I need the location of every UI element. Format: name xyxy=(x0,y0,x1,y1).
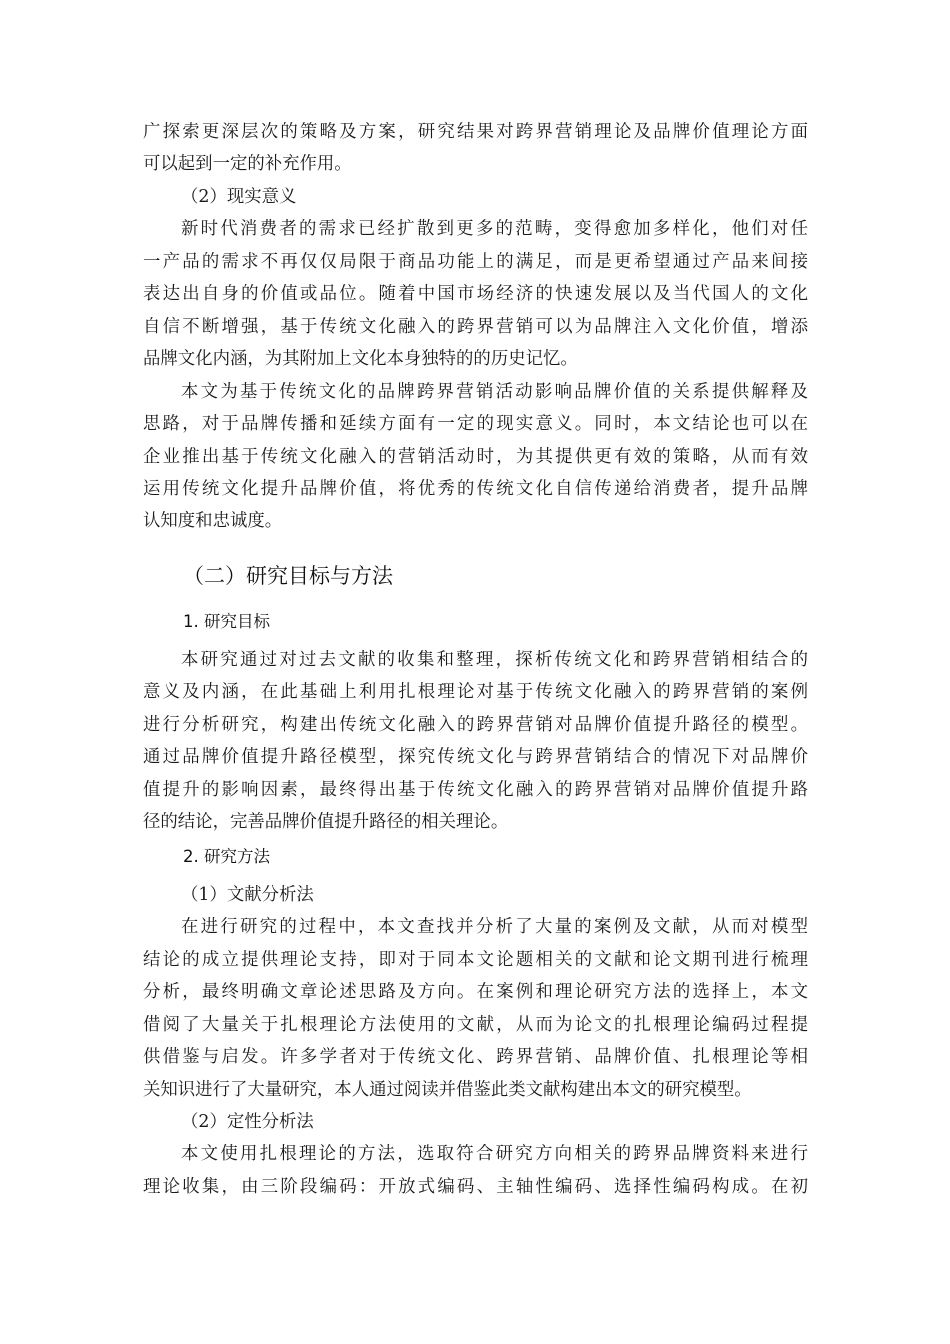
text-line: 企业推出基于传统文化融入的营销活动时，为其提供更有效的策略，从而有效 xyxy=(143,447,808,467)
text-line: 结论的成立提供理论支持，即对于同本文论题相关的文献和论文期刊进行梳理 xyxy=(143,950,808,970)
text-line: 径的结论，完善品牌价值提升路径的相关理论。 xyxy=(143,812,509,832)
text-line: 理论收集，由三阶段编码：开放式编码、主轴性编码、选择性编码构成。在初 xyxy=(143,1177,808,1197)
text-line: 供借鉴与启发。许多学者对于传统文化、跨界营销、品牌价值、扎根理论等相 xyxy=(143,1047,808,1067)
text-line: 品牌文化内涵，为其附加上文化本身独特的的历史记忆。 xyxy=(143,349,578,369)
subsection-title: （2）定性分析法 xyxy=(181,1112,314,1132)
text-line: 本研究通过对过去文献的收集和整理，探析传统文化和跨界营销相结合的 xyxy=(181,650,808,670)
text-line: 在进行研究的过程中，本文查找并分析了大量的案例及文献，从而对模型 xyxy=(181,917,808,937)
subsection-heading: 2. 研究方法 xyxy=(183,847,270,866)
text-line: 本文使用扎根理论的方法，选取符合研究方向相关的跨界品牌资料来进行 xyxy=(181,1144,808,1164)
text-line: 自信不断增强，基于传统文化融入的跨界营销可以为品牌注入文化价值，增添 xyxy=(143,317,808,337)
text-line: 一产品的需求不再仅仅局限于商品功能上的满足，而是更希望通过产品来间接 xyxy=(143,252,808,272)
text-line: 思路，对于品牌传播和延续方面有一定的现实意义。同时，本文结论也可以在 xyxy=(143,414,808,434)
text-line: 认知度和忠诚度。 xyxy=(143,511,283,531)
text-line: 表达出自身的价值或品位。随着中国市场经济的快速发展以及当代国人的文化 xyxy=(143,284,808,304)
text-line: 意义及内涵，在此基础上利用扎根理论对基于传统文化融入的跨界营销的案例 xyxy=(143,682,808,702)
subsection-heading: 1. 研究目标 xyxy=(183,612,270,631)
text-line: 值提升的影响因素，最终得出基于传统文化融入的跨界营销对品牌价值提升路 xyxy=(143,780,808,800)
text-line: 通过品牌价值提升路径模型，探究传统文化与跨界营销结合的情况下对品牌价 xyxy=(143,747,808,767)
text-line: 广探索更深层次的策略及方案，研究结果对跨界营销理论及品牌价值理论方面 xyxy=(143,122,808,142)
text-line: 本文为基于传统文化的品牌跨界营销活动影响品牌价值的关系提供解释及 xyxy=(181,382,808,402)
text-line: 新时代消费者的需求已经扩散到更多的范畴，变得愈加多样化，他们对任 xyxy=(181,219,808,239)
subsection-title: （2）现实意义 xyxy=(181,187,297,207)
text-line: 关知识进行了大量研究，本人通过阅读并借鉴此类文献构建出本文的研究模型。 xyxy=(143,1080,752,1100)
text-line: 进行分析研究，构建出传统文化融入的跨界营销对品牌价值提升路径的模型。 xyxy=(143,715,808,735)
section-heading: （二）研究目标与方法 xyxy=(183,564,393,588)
text-line: 运用传统文化提升品牌价值，将优秀的传统文化自信传递给消费者，提升品牌 xyxy=(143,479,808,499)
text-line: 可以起到一定的补充作用。 xyxy=(143,154,352,174)
text-line: 分析，最终明确文章论述思路及方向。在案例和理论研究方法的选择上，本文 xyxy=(143,982,808,1002)
text-line: 借阅了大量关于扎根理论方法使用的文献，从而为论文的扎根理论编码过程提 xyxy=(143,1015,808,1035)
subsection-title: （1）文献分析法 xyxy=(181,885,314,905)
